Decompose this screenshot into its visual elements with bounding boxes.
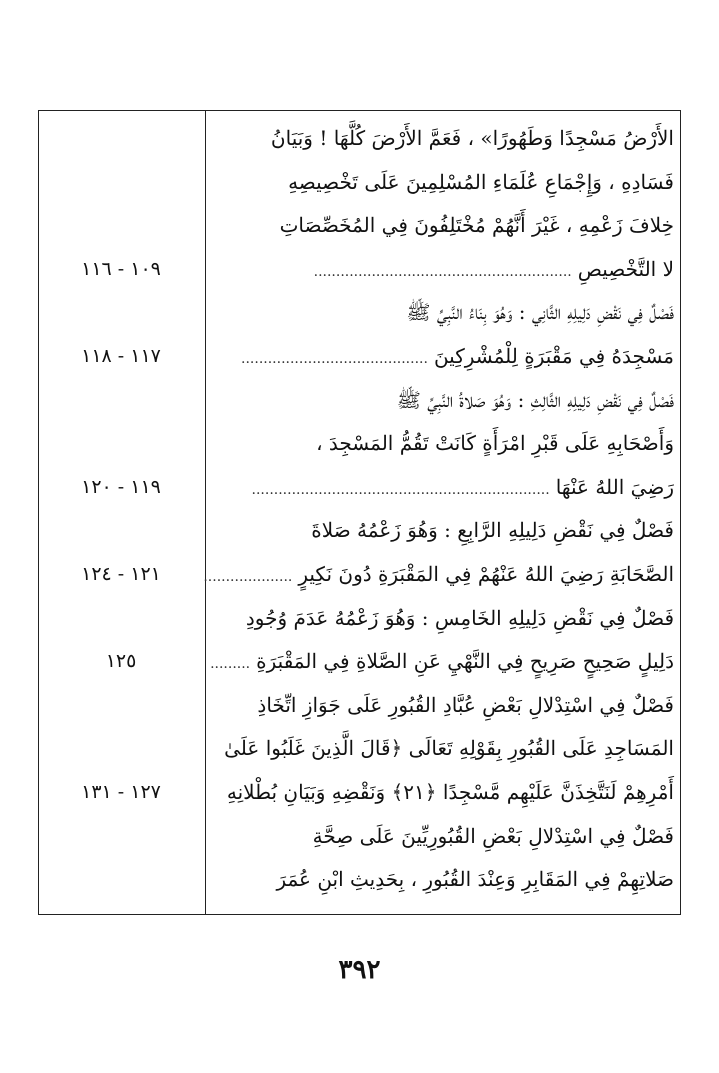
toc-entry-label: لا التَّخْصِيصِ — [577, 256, 674, 281]
toc-row — [39, 816, 680, 856]
toc-entry-label: الأَرْضُ مَسْجِدًا وَطَهُورًا» ، فَعَمَّ الأَرْضَ كُلَّهَا ! وَبَيَانُ — [270, 126, 674, 150]
toc-entry-label: فَصْلٌ فِي نَقْضِ دَلِيلِهِ الثَّالِثِ : وَهُوَ صَلاةُ النَّبِيِّ ﷺ — [396, 387, 674, 412]
toc-entry-label: خِلافَ زَعْمِهِ ، غَيْرَ أَنَّهُمْ مُخْتَلِفُونَ فِي المُخَصِّصَاتِ — [279, 213, 674, 238]
toc-page-range — [43, 292, 199, 332]
toc-page-range — [43, 598, 199, 638]
toc-row — [39, 423, 680, 463]
toc-page-range: ١١٧ - ١١٨ — [81, 345, 161, 367]
toc-entry-text — [213, 859, 674, 899]
toc-entry-label: وَأَصْحَابِهِ عَلَى قَبْرِ امْرَأَةٍ كَانَتْ تَقُمُّ المَسْجِدَ ، — [316, 431, 674, 456]
toc-entry-text — [213, 249, 674, 289]
toc-page-range: ١٢١ - ١٢٤ — [81, 563, 161, 585]
toc-entry-text — [213, 118, 674, 158]
toc-row — [39, 510, 680, 550]
toc-entry-text — [213, 685, 674, 725]
toc-entry-text — [213, 336, 674, 376]
toc-page-range: ١٢٧ - ١٣١ — [81, 781, 161, 803]
toc-row — [39, 467, 680, 507]
toc-page-range — [43, 423, 199, 463]
toc-page-range — [43, 510, 199, 550]
toc-row — [39, 685, 680, 725]
toc-page-range — [43, 205, 199, 245]
toc-entry-label: فَصْلٌ فِي نَقْضِ دَلِيلِهِ الخَامِسِ : وَهُوَ زَعْمُهُ عَدَمَ وُجُودِ — [245, 605, 674, 630]
toc-entry-label: رَضِيَ اللهُ عَنْهَا — [555, 474, 674, 499]
toc-page-range — [43, 816, 199, 856]
toc-page-range: ١٠٩ - ١١٦ — [81, 257, 161, 280]
toc-entry-label: أَمْرِهِمْ لَنَتَّخِذَنَّ عَلَيْهِم مَّسْجِدًا ﴿٢١﴾ وَنَقْضِهِ وَبَيَانِ بُطْلانِهِ — [226, 780, 674, 804]
toc-row — [39, 772, 680, 812]
toc-page-range: ١١٩ - ١٢٠ — [81, 475, 161, 498]
toc-row — [39, 118, 680, 158]
toc-entry-text — [213, 772, 674, 812]
toc-entry-text — [213, 380, 674, 420]
toc-entry-text — [203, 554, 674, 594]
toc-entry-label: المَسَاجِدِ عَلَى القُبُورِ بِقَوْلِهِ تَعَالَى ﴿قَالَ الَّذِينَ غَلَبُوا عَلَىٰ — [224, 736, 674, 761]
toc-row — [39, 554, 680, 594]
toc-row — [39, 292, 680, 332]
toc-page-range — [43, 162, 199, 202]
toc-row — [39, 859, 680, 899]
toc-entry-label: مَسْجِدَهُ فِي مَقْبَرَةٍ لِلْمُشْرِكِينَ — [433, 344, 674, 368]
toc-leader-dots: ......... — [210, 656, 251, 673]
toc-page-range: ١٢٥ — [105, 650, 137, 673]
toc-entry-label: دَلِيلٍ صَحِيحٍ صَرِيحٍ فِي النَّهْيِ عَنِ الصَّلاةِ فِي المَقْبَرَةِ — [256, 649, 674, 674]
toc-entry-text — [213, 816, 674, 856]
toc-entry-text — [213, 467, 674, 507]
toc-row — [39, 162, 680, 202]
toc-entry-text — [213, 292, 674, 332]
toc-row — [39, 728, 680, 768]
toc-page-range — [43, 859, 199, 899]
toc-entry-label: فَصْلٌ فِي نَقْضِ دَلِيلِهِ الرَّابِعِ : وَهُوَ زَعْمُهُ صَلاةَ — [311, 518, 674, 543]
toc-entry-text — [210, 641, 674, 681]
toc-entry-label: فَصْلٌ فِي نَقْضِ دَلِيلِهِ الثَّانِي : وَهُوَ بِنَاءُ النَّبِيِّ ﷺ — [406, 300, 674, 325]
toc-table — [38, 110, 681, 915]
toc-row — [39, 380, 680, 420]
toc-entry-text — [213, 598, 674, 638]
toc-entry-label: فَصْلٌ فِي اسْتِدْلالِ بَعْضِ القُبُورِيِّينَ عَلَى صِحَّةِ — [312, 823, 674, 848]
toc-row — [39, 249, 680, 289]
toc-entry-text — [213, 162, 674, 202]
toc-entry-label: فَصْلٌ فِي اسْتِدْلالِ بَعْضِ عُبَّادِ القُبُورِ عَلَى جَوَازِ اتِّخَاذِ — [257, 692, 674, 717]
toc-entry-text — [213, 423, 674, 463]
toc-row — [39, 205, 680, 245]
toc-entry-label: صَلاتِهِمْ فِي المَقَابِرِ وَعِنْدَ القُبُورِ ، بِحَدِيثِ ابْنِ عُمَرَ — [276, 867, 674, 892]
toc-leader-dots: ................................................................... — [251, 481, 550, 498]
toc-entry-label: فَسَادِهِ ، وَإِجْمَاعِ عُلَمَاءِ المُسْلِمِينَ عَلَى تَخْصِيصِهِ — [288, 169, 674, 194]
toc-row — [39, 641, 680, 681]
toc-leader-dots: .......................................................... — [313, 263, 572, 280]
toc-row — [39, 336, 680, 376]
toc-leader-dots: .................... — [203, 569, 293, 585]
toc-leader-dots: .......................................... — [241, 351, 428, 367]
toc-entry-label: الصَّحَابَةِ رَضِيَ اللهُ عَنْهُمْ فِي المَقْبَرَةِ دُونَ نَكِيرٍ — [298, 562, 674, 586]
toc-row — [39, 598, 680, 638]
toc-entry-text — [213, 205, 674, 245]
toc-page-range — [43, 685, 199, 725]
toc-page-range — [43, 380, 199, 420]
toc-page-range — [43, 728, 199, 768]
page-number: ٣٩٢ — [338, 955, 381, 985]
toc-entry-text — [213, 510, 674, 550]
toc-entry-text — [213, 728, 674, 768]
toc-page-range — [43, 118, 199, 158]
